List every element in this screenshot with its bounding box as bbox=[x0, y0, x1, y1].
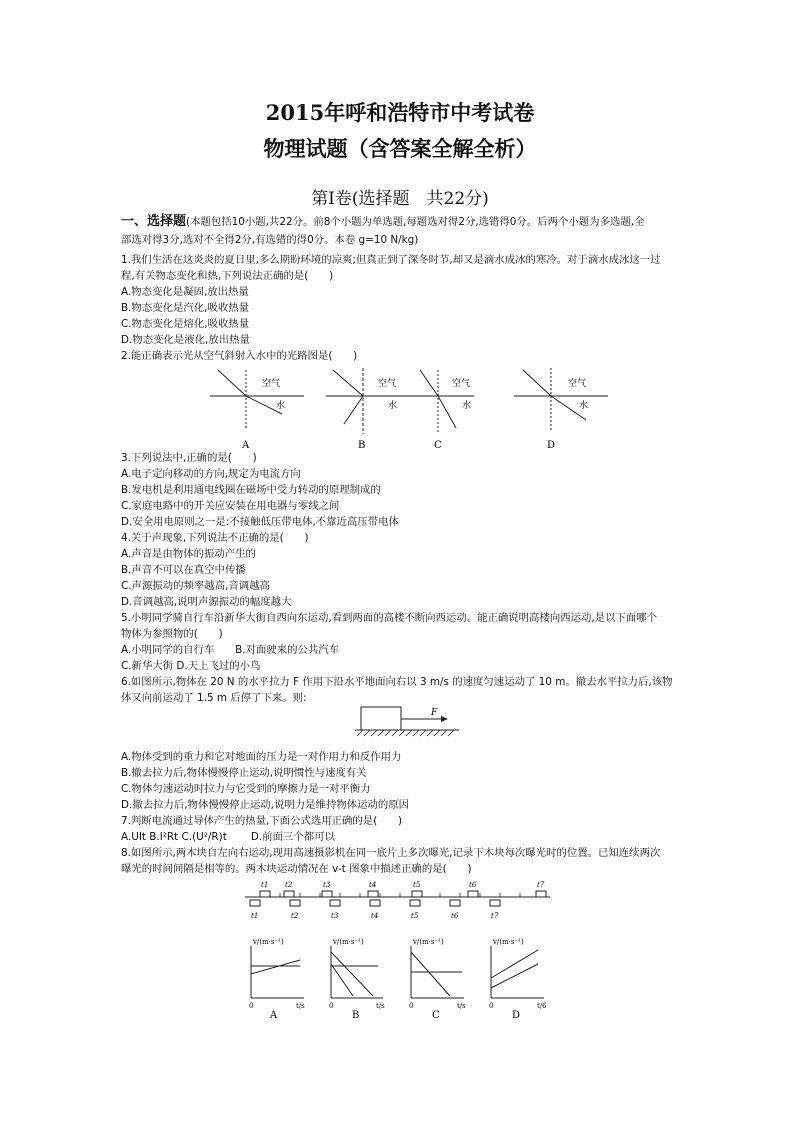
q2-water-label-c: 水 bbox=[462, 401, 472, 411]
q3-stem: 3.下列说法中,正确的是( ) bbox=[121, 452, 257, 464]
q6-force-label: F bbox=[431, 708, 438, 718]
q2-light-path-figure bbox=[200, 362, 620, 452]
q2-water-label-a: 水 bbox=[276, 401, 286, 411]
q8-graph-c-label: C bbox=[432, 1010, 440, 1021]
q1-stem-line2: 程,有关物态变化和热,下列说法正确的是( ) bbox=[121, 270, 334, 282]
q8-graph-c-ylabel: v/(m·s⁻¹) bbox=[413, 938, 444, 946]
q6-block-figure bbox=[355, 703, 465, 743]
q5-stem-line1: 5.小明同学骑自行车沿新华大街自西向东运动,看到两面的高楼不断向西运动。能正确说明高楼向西运动,是以下面哪个 bbox=[121, 612, 658, 624]
q8-vt-graphs bbox=[238, 936, 568, 1022]
q8-graph-d-xlabel: t/6 bbox=[537, 1002, 547, 1010]
q3-option-b: B.发电机是利用通电线圈在磁场中受力转动的原理制成的 bbox=[121, 484, 381, 496]
q8-top-t1: t1 bbox=[261, 881, 269, 889]
q6-stem-line1: 6.如图所示,物体在 20 N 的水平拉力 F 作用下沿水平地面向右以 3 m/s 的速度匀速运动了 10 m。撤去水平拉力后,该物 bbox=[121, 676, 673, 688]
section-intro bbox=[121, 215, 644, 229]
q8-graph-d-ylabel: v/(m·s⁻¹) bbox=[493, 938, 524, 946]
q2-water-label-d: 水 bbox=[579, 401, 589, 411]
q8-graph-d-origin: 0 bbox=[489, 1002, 494, 1010]
q3-option-d: D.安全用电原则之一是:不接触低压带电体,不靠近高压带电体 bbox=[121, 516, 399, 528]
q6-stem-line2: 体又向前运动了 1.5 m 后停了下来。则: bbox=[121, 692, 307, 704]
q5-options-line2: C.新华大街 D.天上飞过的小鸟 bbox=[121, 660, 261, 672]
q1-option-d: D.物态变化是液化,放出热量 bbox=[121, 334, 250, 346]
q3-option-c: C.家庭电路中的开关应安装在用电器与零线之间 bbox=[121, 500, 340, 512]
q2-stem: 2.能正确表示光从空气斜射入水中的光路图是( ) bbox=[121, 350, 358, 362]
q2-label-b: B bbox=[358, 440, 366, 451]
exam-title: 2015年呼和浩特市中考试卷 bbox=[265, 100, 535, 125]
q4-option-d: D.音调越高,说明声源振动的幅度越大 bbox=[121, 596, 292, 608]
q8-top-t6: t6 bbox=[469, 881, 477, 889]
q8-graph-b-xlabel: t/s bbox=[376, 1002, 385, 1010]
q8-bottom-t7: t7 bbox=[491, 912, 499, 920]
q2-air-label-d: 空气 bbox=[568, 379, 587, 389]
q6-option-c: C.物体匀速运动时拉力与它受到的摩擦力是一对平衡力 bbox=[121, 783, 371, 795]
q5-stem-line2: 物体为参照物的( ) bbox=[121, 628, 223, 640]
q4-option-c: C.声源振动的频率越高,音调越高 bbox=[121, 580, 270, 592]
q1-stem-line1: 1.我们生活在这炎炎的夏日里,多么期盼环境的凉爽;但真正到了深冬时节,却又是滴水成冰的寒冷。对于滴水成冰这一过 bbox=[121, 254, 661, 266]
section-intro-line2: 部选对得3分,选对不全得2分,有选错的得0分。本卷 g=10 N/kg) bbox=[121, 234, 419, 246]
q7-stem: 7.判断电流通过导体产生的热量,下面公式选用正确的是( ) bbox=[121, 815, 403, 827]
q6-option-b: B.撤去拉力后,物体慢慢停止运动,说明惯性与速度有关 bbox=[121, 767, 367, 779]
q8-top-t7: t7 bbox=[537, 881, 545, 889]
q2-air-label-c: 空气 bbox=[452, 379, 471, 389]
q8-graph-a-label: A bbox=[270, 1010, 278, 1021]
q8-top-t4: t4 bbox=[369, 881, 377, 889]
q8-top-t5: t5 bbox=[413, 881, 421, 889]
q3-option-a: A.电子定向移动的方向,规定为电流方向 bbox=[121, 468, 301, 480]
q8-graph-b-label: B bbox=[352, 1010, 360, 1021]
exam-subtitle: 物理试题（含答案全解全析） bbox=[263, 136, 537, 161]
q2-air-label-b: 空气 bbox=[378, 379, 397, 389]
q8-stem-line1: 8.如图所示,两木块自左向右运动,现用高速摄影机在同一底片上多次曝光,记录下木块每次曝光时的位置。已知连续两次 bbox=[121, 847, 661, 859]
q8-bottom-t2: t2 bbox=[291, 912, 299, 920]
q4-option-b: B.声音不可以在真空中传播 bbox=[121, 564, 246, 576]
q8-stem-line2: 曝光的时间间隔是相等的。两木块运动情况在 v-t 图象中描述正确的是( ) bbox=[121, 863, 472, 875]
q2-air-label-a: 空气 bbox=[262, 379, 281, 389]
q1-option-a: A.物态变化是凝固,放出热量 bbox=[121, 286, 249, 298]
q8-bottom-t3: t3 bbox=[331, 912, 339, 920]
q8-graph-c-xlabel: t/s bbox=[457, 1002, 466, 1010]
q8-bottom-t5: t5 bbox=[411, 912, 419, 920]
q8-top-t2: t2 bbox=[285, 881, 293, 889]
q8-graph-a-xlabel: t/s bbox=[296, 1002, 305, 1010]
q8-graph-b-origin: 0 bbox=[329, 1002, 334, 1010]
q6-option-a: A.物体受到的重力和它对地面的压力是一对作用力和反作用力 bbox=[121, 751, 402, 763]
q8-graph-c-origin: 0 bbox=[409, 1002, 414, 1010]
q8-graph-a-origin: 0 bbox=[249, 1002, 254, 1010]
q4-option-a: A.声音是由物体的振动产生的 bbox=[121, 548, 256, 560]
q8-exposure-figure bbox=[240, 876, 560, 926]
q8-bottom-t1: t1 bbox=[251, 912, 259, 920]
q2-label-d: D bbox=[547, 440, 556, 451]
q8-graph-b-ylabel: v/(m·s⁻¹) bbox=[333, 938, 364, 946]
q2-label-c: C bbox=[434, 440, 442, 451]
q7-options: A.UIt B.I²Rt C.(U²/R)t D.前面三个都可以 bbox=[121, 831, 335, 843]
q1-option-c: C.物态变化是熔化,吸收热量 bbox=[121, 318, 250, 330]
part-title: 第Ⅰ卷(选择题 共22分) bbox=[311, 189, 489, 209]
q8-graph-a-ylabel: v/(m·s⁻¹) bbox=[253, 938, 284, 946]
q8-bottom-t4: t4 bbox=[371, 912, 379, 920]
q8-bottom-t6: t6 bbox=[451, 912, 459, 920]
q6-option-d: D.撤去拉力后,物体慢慢停止运动,说明力是维持物体运动的原因 bbox=[121, 799, 410, 811]
section-heading: 一、选择题 bbox=[121, 214, 187, 229]
q2-water-label-b: 水 bbox=[388, 401, 398, 411]
q5-options-line1: A.小明同学的自行车 B.对面驶来的公共汽车 bbox=[121, 644, 340, 656]
q2-label-a: A bbox=[242, 440, 250, 451]
q4-stem: 4.关于声现象,下列说法不正确的是( ) bbox=[121, 532, 309, 544]
section-intro-line1: (本题包括10小题,共22分。前8个小题为单选题,每题选对得2分,选错得0分。后两个小题为多选题,全 bbox=[186, 216, 645, 228]
q1-option-b: B.物态变化是汽化,吸收热量 bbox=[121, 302, 250, 314]
q8-graph-d-label: D bbox=[512, 1010, 521, 1021]
q8-top-t3: t3 bbox=[323, 881, 331, 889]
